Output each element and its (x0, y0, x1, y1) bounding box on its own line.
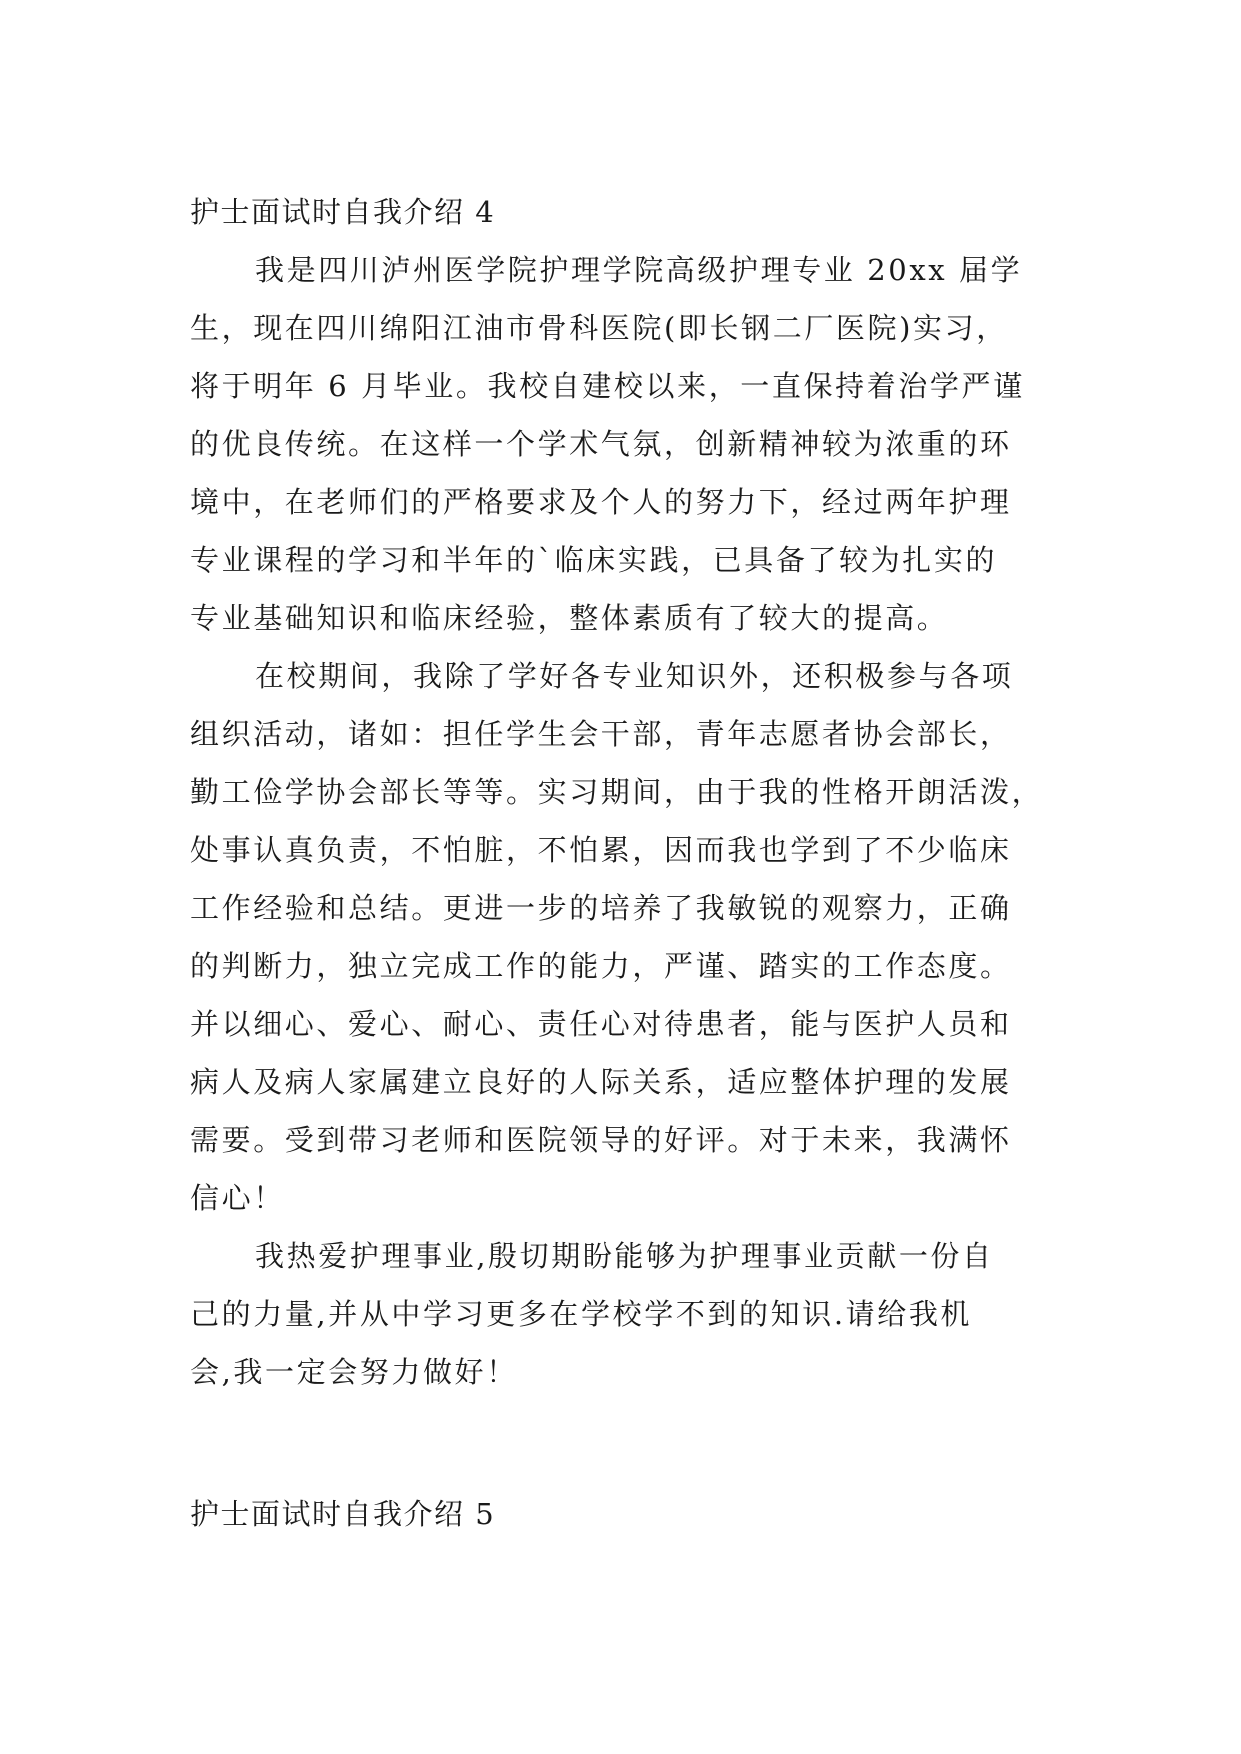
section-4-heading: 护士面试时自我介绍 4 (190, 195, 496, 229)
paragraph-3-line-3: 会,我一定会努力做好！ (190, 1355, 518, 1389)
paragraph-2-line-3: 勤工俭学协会部长等等。实习期间，由于我的性格开朗活泼， (190, 775, 1044, 809)
paragraph-1-line-1: 我是四川泸州医学院护理学院高级护理专业 20xx 届学 (255, 253, 1023, 287)
paragraph-3-line-2: 己的力量,并从中学习更多在学校学不到的知识.请给我机 (190, 1297, 973, 1331)
paragraph-1-line-5: 境中，在老师们的严格要求及个人的努力下，经过两年护理 (190, 485, 1012, 519)
paragraph-2-line-5: 工作经验和总结。更进一步的培养了我敏锐的观察力，正确 (190, 891, 1012, 925)
paragraph-2-line-8: 病人及病人家属建立良好的人际关系，适应整体护理的发展 (190, 1065, 1012, 1099)
paragraph-2-line-10: 信心！ (190, 1181, 285, 1215)
paragraph-1-line-7: 专业基础知识和临床经验，整体素质有了较大的提高。 (190, 601, 949, 635)
paragraph-2-line-4: 处事认真负责，不怕脏，不怕累，因而我也学到了不少临床 (190, 833, 1012, 867)
paragraph-2-line-2: 组织活动，诸如：担任学生会干部，青年志愿者协会部长， (190, 717, 1012, 751)
paragraph-1-line-2: 生，现在四川绵阳江油市骨科医院(即长钢二厂医院)实习， (190, 311, 1008, 345)
paragraph-2-line-1: 在校期间，我除了学好各专业知识外，还积极参与各项 (255, 659, 1014, 693)
paragraph-2-line-6: 的判断力，独立完成工作的能力，严谨、踏实的工作态度。 (190, 949, 1012, 983)
paragraph-1-line-6: 专业课程的学习和半年的`临床实践，已具备了较为扎实的 (190, 543, 998, 577)
paragraph-2-line-7: 并以细心、爱心、耐心、责任心对待患者，能与医护人员和 (190, 1007, 1012, 1041)
section-5-heading: 护士面试时自我介绍 5 (190, 1497, 496, 1531)
paragraph-3-line-1: 我热爱护理事业,殷切期盼能够为护理事业贡献一份自 (255, 1239, 994, 1273)
paragraph-1-line-4: 的优良传统。在这样一个学术气氛，创新精神较为浓重的环 (190, 427, 1012, 461)
paragraph-2-line-9: 需要。受到带习老师和医院领导的好评。对于未来，我满怀 (190, 1123, 1012, 1157)
paragraph-1-line-3: 将于明年 6 月毕业。我校自建校以来，一直保持着治学严谨 (190, 369, 1025, 403)
